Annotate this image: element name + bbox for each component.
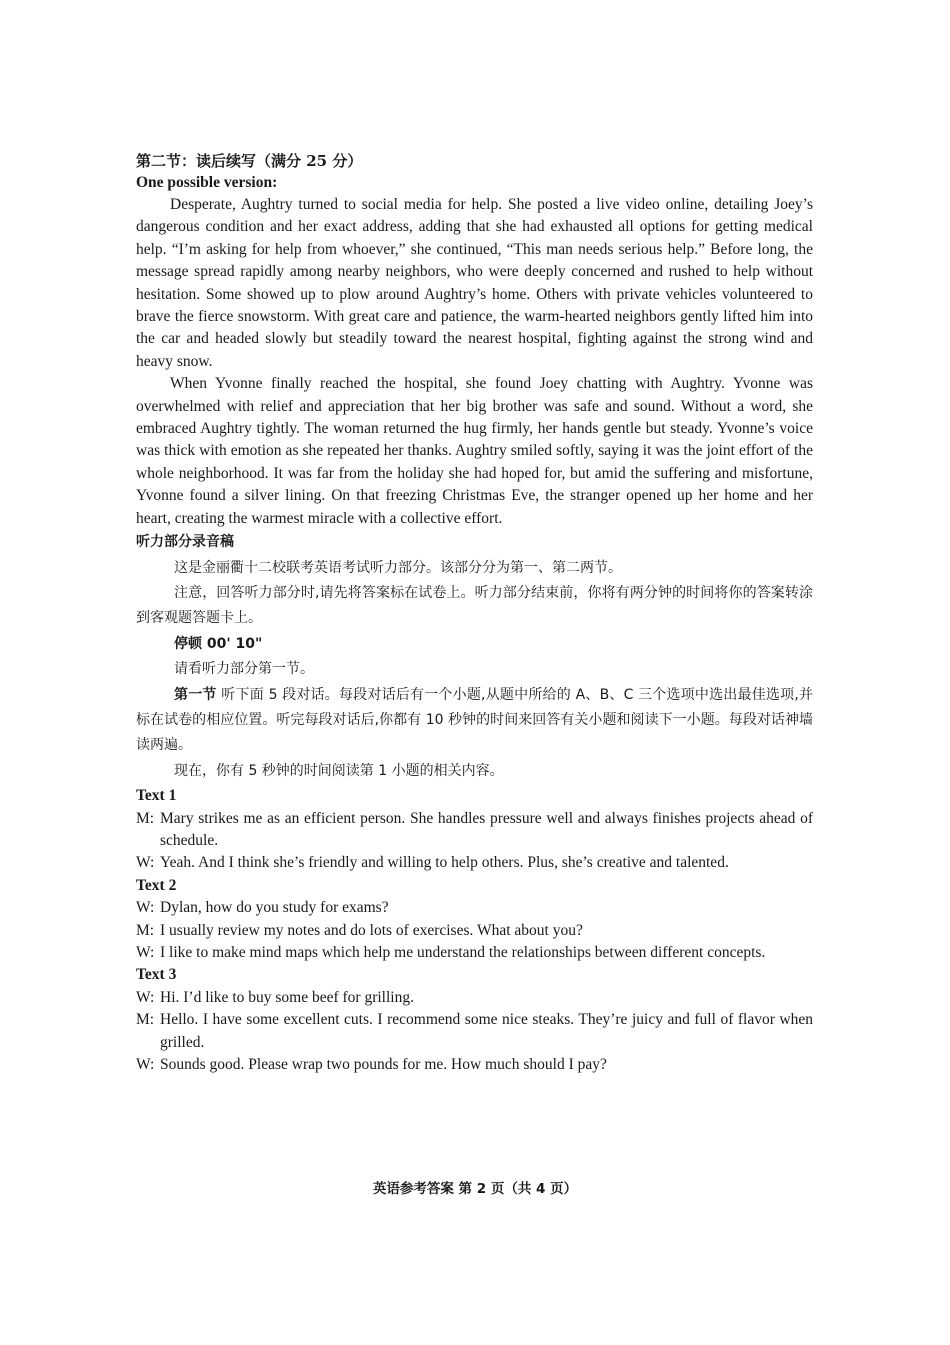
section1-lead: 第一节 bbox=[174, 686, 217, 703]
listening-transcript-section bbox=[136, 530, 813, 784]
utterance: I like to make mind maps which help me understand the relationships between different concepts. bbox=[160, 944, 766, 961]
utterance: I usually review my notes and do lots of exercises. What about you? bbox=[160, 921, 583, 939]
speaker-label: M: bbox=[136, 809, 155, 827]
section1-instruction bbox=[136, 683, 813, 759]
listening-notice: 注意，回答听力部分时,请先将答案标在试卷上。听力部分结束前，你将有两分钟的时间将你的答案转涂到客观题答题卡上。 bbox=[136, 584, 813, 627]
utterance: Hi. I’d like to buy some beef for grilling. bbox=[160, 988, 414, 1006]
section1-text: 听下面 5 段对话。每段对话后有一个小题,从题中所给的 A、B、C 三个选项中选出最佳选项,并标在试卷的相应位置。听完每段对话后,你都有 10 秒钟的时间来回答有关小题和阅读下一小题。每段对话神墙读两遍。 bbox=[136, 686, 813, 754]
pause-marker: 停顿 00' 10" bbox=[174, 635, 263, 652]
speaker-label: W: bbox=[136, 988, 155, 1006]
utterance: Sounds good. Please wrap two pounds for me. How much should I pay? bbox=[160, 1056, 607, 1074]
listening-heading: 听力部分录音稿 bbox=[136, 534, 234, 551]
dialog-line bbox=[136, 897, 813, 919]
utterance: Dylan, how do you study for exams? bbox=[160, 899, 389, 917]
page-footer: 英语参考答案 第 2 页（共 4 页） bbox=[372, 1181, 578, 1197]
see-section-instruction: 请看听力部分第一节。 bbox=[174, 661, 314, 678]
dialog-line bbox=[136, 1054, 813, 1076]
dialog-line bbox=[136, 808, 813, 853]
writing-heading: 第二节：读后续写（满分 25 分） bbox=[136, 152, 363, 170]
model-essay bbox=[136, 194, 813, 530]
version-label: One possible version: bbox=[136, 174, 278, 191]
dialog-line bbox=[136, 987, 813, 1009]
read-time-instruction: 现在，你有 5 秒钟的时间阅读第 1 小题的相关内容。 bbox=[174, 762, 504, 779]
dialog-texts bbox=[136, 785, 813, 1076]
speaker-label: W: bbox=[136, 899, 155, 917]
dialog-line bbox=[136, 1009, 813, 1054]
speaker-label: M: bbox=[136, 921, 155, 939]
dialog-text-block bbox=[136, 785, 813, 875]
text-title: Text 3 bbox=[136, 966, 177, 984]
speaker-label: W: bbox=[136, 944, 155, 961]
dialog-line bbox=[136, 852, 813, 874]
listening-intro: 这是金丽衢十二校联考英语考试听力部分。该部分分为第一、第二两节。 bbox=[174, 559, 622, 576]
essay-paragraph: Desperate, Aughtry turned to social media for help. She posted a live video online, detailing Joey’s dangerous condition and her exact address, adding that she had exhausted all options for getting medical help. “I’m asking for help from whoever,” she continued, “This man needs serious help.” Before long, the message spread rapidly among nearby neighbors, who were deeply concerned and rushed to help without hesitation. Some showed up to plow around Aughtry’s home. Others with private vehicles volunteered to brave the fierce snowstorm. With great care and patience, the warm-hearted neighbors gently lifted him into the car and headed slowly but steadily toward the nearest hospital, fighting against the strong wind and heavy snow. bbox=[136, 196, 813, 370]
dialog-line bbox=[136, 942, 813, 964]
essay-paragraph: When Yvonne finally reached the hospital, she found Joey chatting with Aughtry. Yvonne was overwhelmed with relief and appreciation that her big brother was safe and sound. Without a word, she embraced Aughtry tightly. The woman returned the hug firmly, her hands gentle but steady. Yvonne’s voice was thick with emotion as she repeated her thanks. Aughtry smiled softly, saying it was the joint effort of the whole neighborhood. It was far from the holiday she had hoped for, but amid the suffering and misfortune, Yvonne found a silver lining. On that freezing Christmas Eve, the stranger opened up her home and her heart, creating the warmest miracle with a collective effort. bbox=[136, 375, 813, 527]
speaker-label: W: bbox=[136, 854, 155, 872]
utterance: Mary strikes me as an efficient person. She handles pressure well and always finishes projects ahead of schedule. bbox=[160, 809, 813, 849]
dialog-text-block bbox=[136, 964, 813, 1076]
utterance: Yeah. And I think she’s friendly and willing to help others. Plus, she’s creative and talented. bbox=[160, 854, 729, 872]
text-title: Text 2 bbox=[136, 876, 177, 894]
speaker-label: W: bbox=[136, 1056, 155, 1074]
answer-page bbox=[136, 150, 813, 1076]
dialog-line bbox=[136, 920, 813, 942]
continuation-writing-section bbox=[136, 150, 813, 530]
dialog-text-block bbox=[136, 875, 813, 965]
text-title: Text 1 bbox=[136, 787, 177, 805]
speaker-label: M: bbox=[136, 1011, 155, 1029]
utterance: Hello. I have some excellent cuts. I recommend some nice steaks. They’re juicy and full of flavor when grilled. bbox=[160, 1011, 813, 1051]
